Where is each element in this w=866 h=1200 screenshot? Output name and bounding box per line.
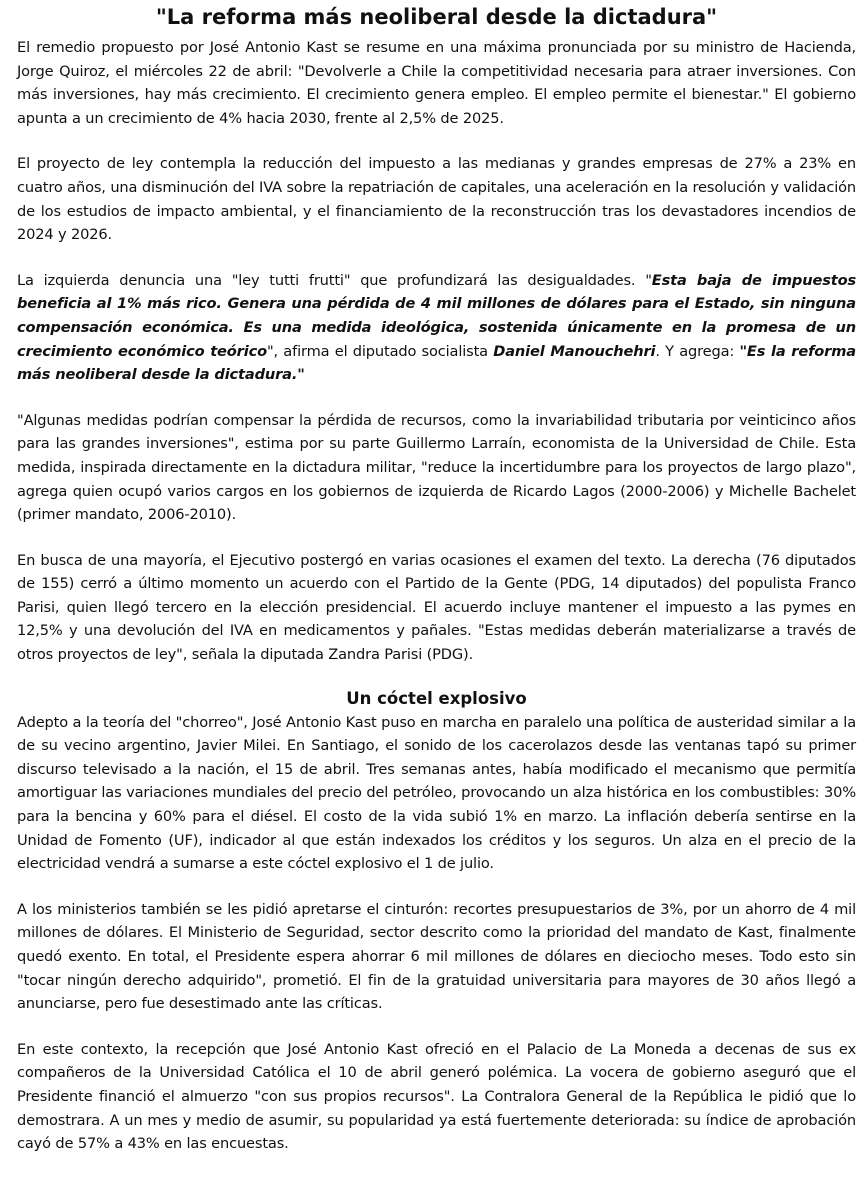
paragraph-5: En busca de una mayoría, el Ejecutivo postergó en varias ocasiones el examen del texto. La derecha (76 diputados de 155) cerró a último momento un acuerdo con el Partido de la Gente (PDG, 14 diputados) del populista Franco Parisi, quien llegó tercero en la elección presidencial. El acuerdo incluye mantener el impuesto a las pymes en 12,5% y una devolución del IVA en medicamentos y pañales. "Estas medidas deberán materializarse a través de otros proyectos de ley", señala la diputada Zandra Parisi (PDG). [17,551,856,664]
paragraph-8: En este contexto, la recepción que José Antonio Kast ofreció en el Palacio de La Moneda a decenas de sus ex compañeros de la Universidad Católica el 10 de abril generó polémica. La vocera de gobierno aseguró que el Presidente financió el almuerzo "con sus propios recursos". La Contralora General de la República le pidió que lo demostrara. A un mes y medio de asumir, su popularidad ya está fuertemente deteriorada: su índice de aprobación cayó de 57% a 43% en las encuestas. [17,1040,856,1153]
neoliberal-quote: "Es la reforma más neoliberal desde la dictadura." [17,342,856,384]
manouchehri-quote: Esta baja de impuestos beneficia al 1% más rico. Genera una pérdida de 4 mil millones de dólares para el Estado, sin ninguna compensación económica. Es una medida ideológica, sostenida únicamente en la promesa de un crecimiento económico teórico [17,271,856,360]
paragraph-6: Adepto a la teoría del "chorreo", José Antonio Kast puso en marcha en paralelo una política de austeridad similar a la de su vecino argentino, Javier Milei. En Santiago, el sonido de los cacerolazos desde las ventanas tapó su primer discurso televisado a la nación, el 15 de abril. Tres semanas antes, había modificado el mecanismo que permitía amortiguar las variaciones mundiales del precio del petróleo, provocando un alza histórica en los combustibles: 30% para la bencina y 60% para el diésel. El costo de la vida subió 1% en marzo. La inflación debería sentirse en la Unidad de Fomento (UF), indicador al que están indexados los créditos y los seguros. Un alza en el precio de la electricidad vendrá a sumarse a este cóctel explosivo el 1 de julio. [17,713,856,873]
paragraph-1: El remedio propuesto por José Antonio Kast se resume en una máxima pronunciada por su ministro de Hacienda, Jorge Quiroz, el miércoles 22 de abril: "Devolverle a Chile la competitividad necesaria para atraer inversiones. Con más inversiones, hay más crecimiento. El crecimiento genera empleo. El empleo permite el bienestar." El gobierno apunta a un crecimiento de 4% hacia 2030, frente al 2,5% de 2025. [17,39,856,127]
section-subtitle: Un cóctel explosivo [346,688,527,708]
paragraph-3-intro: La izquierda denuncia una "ley tutti frutti" que profundizará las desigualdades. " [17,271,652,289]
paragraph-3-attribution: ", afirma el diputado socialista [266,342,494,360]
paragraph-7: A los ministerios también se les pidió apretarse el cinturón: recortes presupuestarios de 3%, por un ahorro de 4 mil millones de dólares. El Ministerio de Seguridad, sector descrito como la prioridad del mandato de Kast, finalmente quedó exento. En total, el Presidente espera ahorrar 6 mil millones de dólares en dieciocho meses. Todo esto sin "tocar ningún derecho adquirido", prometió. El fin de la gratuidad universitaria para mayores de 30 años llegó a anunciarse, pero fue desestimado ante las críticas. [17,900,856,1013]
paragraph-3 [17,269,856,387]
article-title: "La reforma más neoliberal desde la dictadura" [155,5,718,29]
deputy-name: Daniel Manouchehri [493,342,656,360]
paragraph-3-connector: . Y agrega: [655,342,740,360]
paragraph-2: El proyecto de ley contempla la reducción del impuesto a las medianas y grandes empresas de 27% a 23% en cuatro años, una disminución del IVA sobre la repatriación de capitales, una aceleración en la resolución y validación de los estudios de impacto ambiental, y el financiamiento de la reconstrucción tras los devastadores incendios de 2024 y 2026. [17,155,856,244]
paragraph-4: "Algunas medidas podrían compensar la pérdida de recursos, como la invariabilidad tributaria por veinticinco años para las grandes inversiones", estima por su parte Guillermo Larraín, economista de la Universidad de Chile. Esta medida, inspirada directamente en la dictadura militar, "reduce la incertidumbre para los proyectos de largo plazo", agrega quien ocupó varios cargos en los gobiernos de izquierda de Ricardo Lagos (2000-2006) y Michelle Bachelet (primer mandato, 2006-2010). [17,411,856,524]
